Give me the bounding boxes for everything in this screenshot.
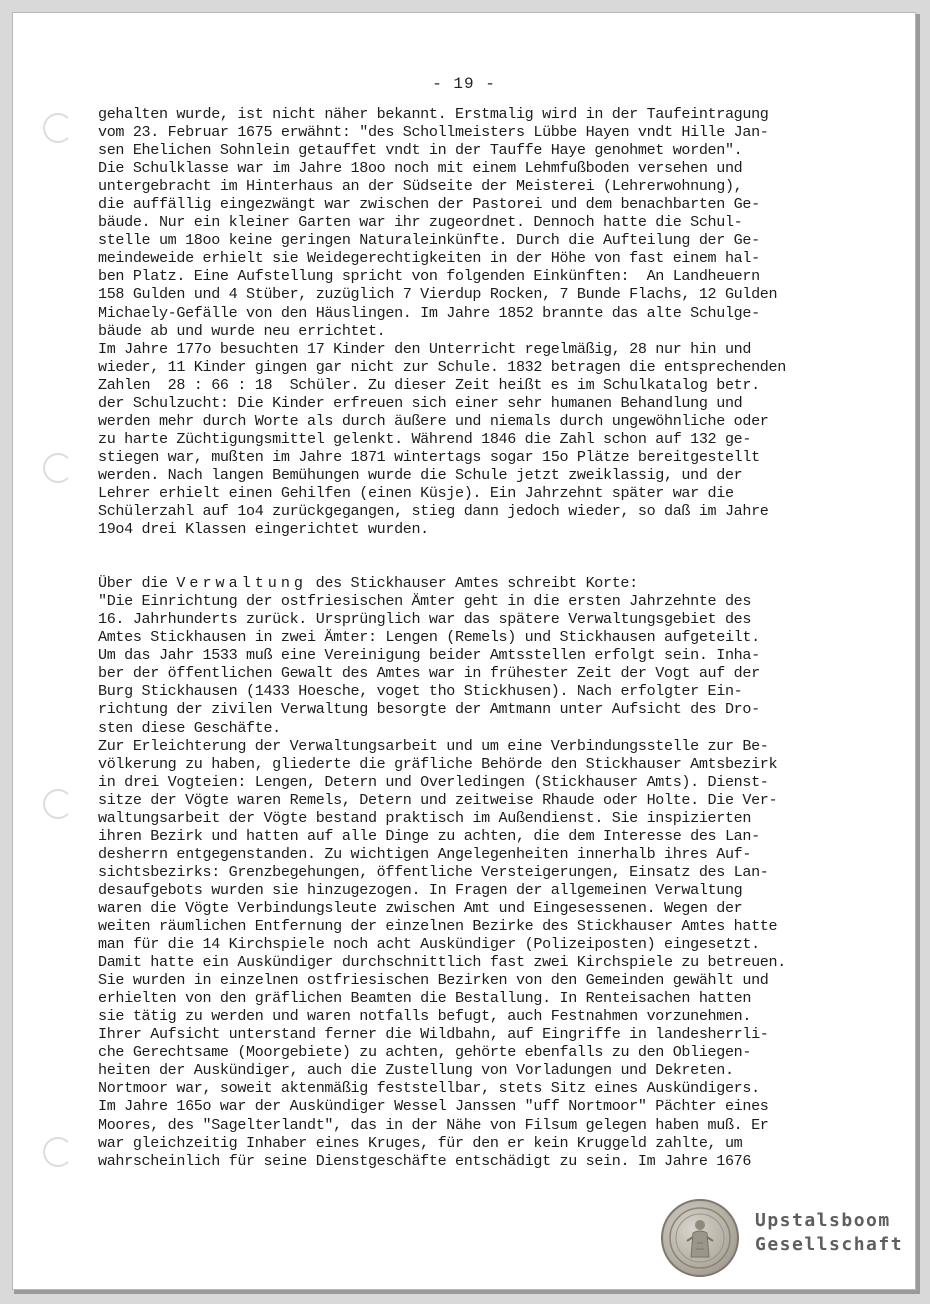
text-line: Lehrer erhielt einen Gehilfen (einen Küsje). Ein Jahrzehnt später war die xyxy=(98,483,734,502)
intro-spaced-word: Verwaltung xyxy=(176,574,307,593)
text-line: völkerung zu haben, gliederte die gräfliche Behörde den Stickhauser Amtsbezirk xyxy=(98,754,778,773)
text-line: 158 Gulden und 4 Stüber, zuzüglich 7 Vierdup Rocken, 7 Bunde Flachs, 12 Gulden xyxy=(98,285,778,304)
text-line: sichtsbezirks: Grenzbegehungen, öffentliche Versteigerungen, Einsatz des Lan- xyxy=(98,862,769,881)
text-line: Sie wurden in einzelnen ostfriesischen Bezirken von den Gemeinden gewählt und xyxy=(98,971,769,990)
logo-line-2: Gesellschaft xyxy=(755,1234,904,1255)
text-line: Damit hatte ein Auskündiger durchschnittlich fast zwei Kirchspiele zu betreuen. xyxy=(98,953,786,972)
upstalsboom-logo xyxy=(661,1199,904,1279)
text-line: der Schulzucht: Die Kinder erfreuen sich einer sehr humanen Behandlung und xyxy=(98,393,743,412)
text-line: war gleichzeitig Inhaber eines Kruges, für den er kein Kruggeld zahlte, um xyxy=(98,1133,743,1152)
text-line: waltungsarbeit der Vögte bestand praktisch im Außendienst. Sie inspizierten xyxy=(98,808,752,827)
punch-hole-mark xyxy=(43,453,73,483)
text-line: meindeweide erhielt sie Weidegerechtigkeiten in der Höhe von fast einem hal- xyxy=(98,249,760,268)
text-line: desherrn entgegenstanden. Zu wichtigen Angelegenheiten innerhalb ihres Auf- xyxy=(98,844,752,863)
text-line: gehalten wurde, ist nicht näher bekannt. Erstmalig wird in der Taufeintragung xyxy=(98,105,769,123)
text-line: sie tätig zu werden und waren notfalls befugt, auch Festnahmen vorzunehmen. xyxy=(98,1007,752,1026)
text-line: vom 23. Februar 1675 erwähnt: "des Schollmeisters Lübbe Hayen vndt Hille Jan- xyxy=(98,123,769,142)
section-schule xyxy=(98,105,810,538)
text-line: wahrscheinlich für seine Dienstgeschäfte entschädigt zu sein. Im Jahre 1676 xyxy=(98,1151,752,1170)
punch-hole-mark xyxy=(43,789,73,819)
seal-icon xyxy=(661,1199,739,1277)
section-verwaltung xyxy=(98,592,810,1170)
text-line: werden mehr durch Worte als durch äußere und niemals durch ungewöhnliche oder xyxy=(98,411,769,430)
text-line: Zahlen 28 : 66 : 18 Schüler. Zu dieser Zeit heißt es im Schulkatalog betr. xyxy=(98,375,760,394)
text-line: die auffällig eingezwängt war zwischen der Pastorei und dem benachbarten Ge- xyxy=(98,195,760,214)
text-line: sen Ehelichen Sohnlein getauffet vndt in der Tauffe Haye genohmet worden". xyxy=(98,141,743,160)
text-line: Im Jahre 177o besuchten 17 Kinder den Unterricht regelmäßig, 28 nur hin und xyxy=(98,339,752,358)
text-line: weiten räumlichen Entfernung der einzelnen Bezirke des Stickhauser Amtes hatte xyxy=(98,917,778,936)
text-line: wieder, 11 Kinder gingen gar nicht zur Schule. 1832 betragen die entsprechenden xyxy=(98,357,786,376)
intro-suffix: des Stickhauser Amtes schreibt Korte: xyxy=(306,574,638,593)
text-line: Ihrer Aufsicht unterstand ferner die Wildbahn, auf Eingriffe in landesherrli- xyxy=(98,1025,769,1044)
text-line: heiten der Auskündiger, auch die Zustellung von Vorladungen und Dekreten. xyxy=(98,1061,734,1080)
page-number: - 19 - xyxy=(432,75,496,93)
text-line: che Gerechtsame (Moorgebiete) zu achten, gehörte ebenfalls zu den Obliegen- xyxy=(98,1043,752,1062)
text-line: Schülerzahl auf 1o4 zurückgegangen, stieg dann jedoch wieder, so daß im Jahre xyxy=(98,502,769,521)
text-line: sten diese Geschäfte. xyxy=(98,718,281,737)
document-page xyxy=(12,12,916,1290)
text-line: stelle um 18oo keine geringen Naturaleinkünfte. Durch die Aufteilung der Ge- xyxy=(98,231,760,250)
logo-line-1: Upstalsboom xyxy=(755,1210,891,1231)
text-line: untergebracht im Hinterhaus an der Südseite der Meisterei (Lehrerwohnung), xyxy=(98,177,743,196)
text-line: bäude ab und wurde neu errichtet. xyxy=(98,321,386,340)
text-line: stiegen war, mußten im Jahre 1871 wintertags sogar 15o Plätze bereitgestellt xyxy=(98,447,760,466)
text-line: 19o4 drei Klassen eingerichtet wurden. xyxy=(98,520,429,539)
punch-hole-mark xyxy=(43,113,73,143)
text-line: Nortmoor war, soweit aktenmäßig feststellbar, stets Sitz eines Auskündigers. xyxy=(98,1079,760,1098)
body-text xyxy=(98,105,810,1170)
text-line: richtung der zivilen Verwaltung besorgte der Amtmann unter Aufsicht des Dro- xyxy=(98,700,760,719)
text-line: bäude. Nur ein kleiner Garten war ihr zugeordnet. Dennoch hatte die Schul- xyxy=(98,213,743,232)
text-line: zu harte Züchtigungsmittel gelenkt. Während 1846 die Zahl schon auf 132 ge- xyxy=(98,429,752,448)
text-line: Michaely-Gefälle von den Häuslingen. Im Jahre 1852 brannte das alte Schulge- xyxy=(98,303,760,322)
section-verwaltung-intro xyxy=(98,574,810,592)
text-line: ihren Bezirk und hatten auf alle Dinge zu achten, die dem Interesse des Lan- xyxy=(98,826,760,845)
text-line: Amtes Stickhausen in zwei Ämter: Lengen (Remels) und Stickhausen aufgeteilt. xyxy=(98,628,760,647)
text-line: erhielten von den gräflichen Beamten die Bestallung. In Renteisachen hatten xyxy=(98,989,752,1008)
text-line: Burg Stickhausen (1433 Hoesche, voget tho Stickhusen). Nach erfolgter Ein- xyxy=(98,682,743,701)
text-line: sitze der Vögte waren Remels, Detern und zeitweise Rhaude oder Holte. Die Ver- xyxy=(98,790,778,809)
text-line: Zur Erleichterung der Verwaltungsarbeit und um eine Verbindungsstelle zur Be- xyxy=(98,736,769,755)
text-line: waren die Vögte Verbindungsleute zwischen Amt und Eingesessenen. Wegen der xyxy=(98,898,743,917)
text-line: 16. Jahrhunderts zurück. Ursprünglich war das spätere Verwaltungsgebiet des xyxy=(98,610,752,629)
text-line: Um das Jahr 1533 muß eine Vereinigung beider Amtsstellen erfolgt sein. Inha- xyxy=(98,646,760,665)
punch-hole-mark xyxy=(43,1137,73,1167)
text-line: in drei Vogteien: Lengen, Detern und Overledingen (Stickhauser Amts). Dienst- xyxy=(98,772,769,791)
text-line: Die Schulklasse war im Jahre 18oo noch mit einem Lehmfußboden versehen und xyxy=(98,159,743,178)
logo-text xyxy=(755,1209,903,1257)
text-line: Moores, des "Sagelterlandt", das in der Nähe von Filsum gelegen haben muß. Er xyxy=(98,1115,769,1134)
text-line: ben Platz. Eine Aufstellung spricht von folgenden Einkünften: An Landheuern xyxy=(98,267,760,286)
text-line: "Die Einrichtung der ostfriesischen Ämter geht in die ersten Jahrzehnte des xyxy=(98,592,752,611)
paragraph-gap xyxy=(98,538,810,574)
text-line: ber der öffentlichen Gewalt des Amtes war in frühester Zeit der Vogt auf der xyxy=(98,664,760,683)
text-line: werden. Nach langen Bemühungen wurde die Schule jetzt zweiklassig, und der xyxy=(98,465,743,484)
text-line: man für die 14 Kirchspiele noch acht Auskündiger (Polizeiposten) eingesetzt. xyxy=(98,935,760,954)
text-line: desaufgebots wurden sie hinzugezogen. In Fragen der allgemeinen Verwaltung xyxy=(98,880,743,899)
intro-prefix: Über die xyxy=(98,574,177,593)
text-line: Im Jahre 165o war der Auskündiger Wessel Janssen "uff Nortmoor" Pächter eines xyxy=(98,1097,769,1116)
